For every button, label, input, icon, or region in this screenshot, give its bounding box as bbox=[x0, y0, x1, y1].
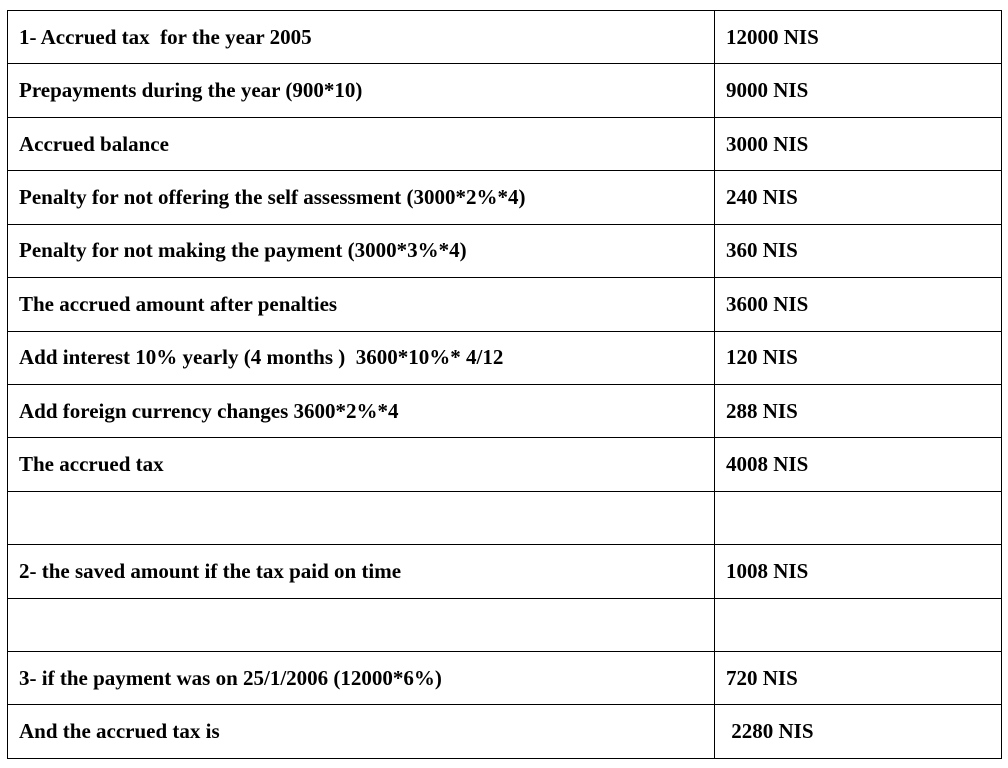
amount-cell: 12000 NIS bbox=[715, 11, 1002, 64]
amount-cell: 360 NIS bbox=[715, 224, 1002, 277]
amount-cell: 3600 NIS bbox=[715, 278, 1002, 331]
table-row bbox=[8, 652, 1002, 705]
description-cell: 3- if the payment was on 25/1/2006 (12000*6%) bbox=[8, 652, 715, 705]
amount-cell: 720 NIS bbox=[715, 652, 1002, 705]
amount-cell: 288 NIS bbox=[715, 384, 1002, 437]
description-cell: Accrued balance bbox=[8, 117, 715, 170]
description-cell bbox=[8, 598, 715, 651]
description-cell: 2- the saved amount if the tax paid on time bbox=[8, 545, 715, 598]
description-cell: And the accrued tax is bbox=[8, 705, 715, 759]
table-row bbox=[8, 545, 1002, 598]
amount-cell: 3000 NIS bbox=[715, 117, 1002, 170]
description-cell bbox=[8, 491, 715, 544]
description-cell: Penalty for not offering the self assessment (3000*2%*4) bbox=[8, 171, 715, 224]
amount-cell: 2280 NIS bbox=[715, 705, 1002, 759]
empty-table-row bbox=[8, 491, 1002, 544]
amount-cell: 9000 NIS bbox=[715, 64, 1002, 117]
table-row bbox=[8, 438, 1002, 491]
description-cell: The accrued tax bbox=[8, 438, 715, 491]
amount-cell: 240 NIS bbox=[715, 171, 1002, 224]
description-cell: The accrued amount after penalties bbox=[8, 278, 715, 331]
table-row bbox=[8, 705, 1002, 759]
tax-calculation-table bbox=[7, 10, 1002, 759]
table-row bbox=[8, 171, 1002, 224]
amount-cell bbox=[715, 598, 1002, 651]
amount-cell: 120 NIS bbox=[715, 331, 1002, 384]
empty-table-row bbox=[8, 598, 1002, 651]
table-row bbox=[8, 11, 1002, 64]
table-row bbox=[8, 384, 1002, 437]
amount-cell bbox=[715, 491, 1002, 544]
table-row bbox=[8, 64, 1002, 117]
table-row bbox=[8, 331, 1002, 384]
table-body bbox=[8, 11, 1002, 759]
amount-cell: 1008 NIS bbox=[715, 545, 1002, 598]
amount-cell: 4008 NIS bbox=[715, 438, 1002, 491]
table-row bbox=[8, 278, 1002, 331]
table-row bbox=[8, 117, 1002, 170]
description-cell: Add interest 10% yearly (4 months ) 3600*10%* 4/12 bbox=[8, 331, 715, 384]
description-cell: Prepayments during the year (900*10) bbox=[8, 64, 715, 117]
description-cell: Penalty for not making the payment (3000*3%*4) bbox=[8, 224, 715, 277]
table-row bbox=[8, 224, 1002, 277]
description-cell: 1- Accrued tax for the year 2005 bbox=[8, 11, 715, 64]
description-cell: Add foreign currency changes 3600*2%*4 bbox=[8, 384, 715, 437]
